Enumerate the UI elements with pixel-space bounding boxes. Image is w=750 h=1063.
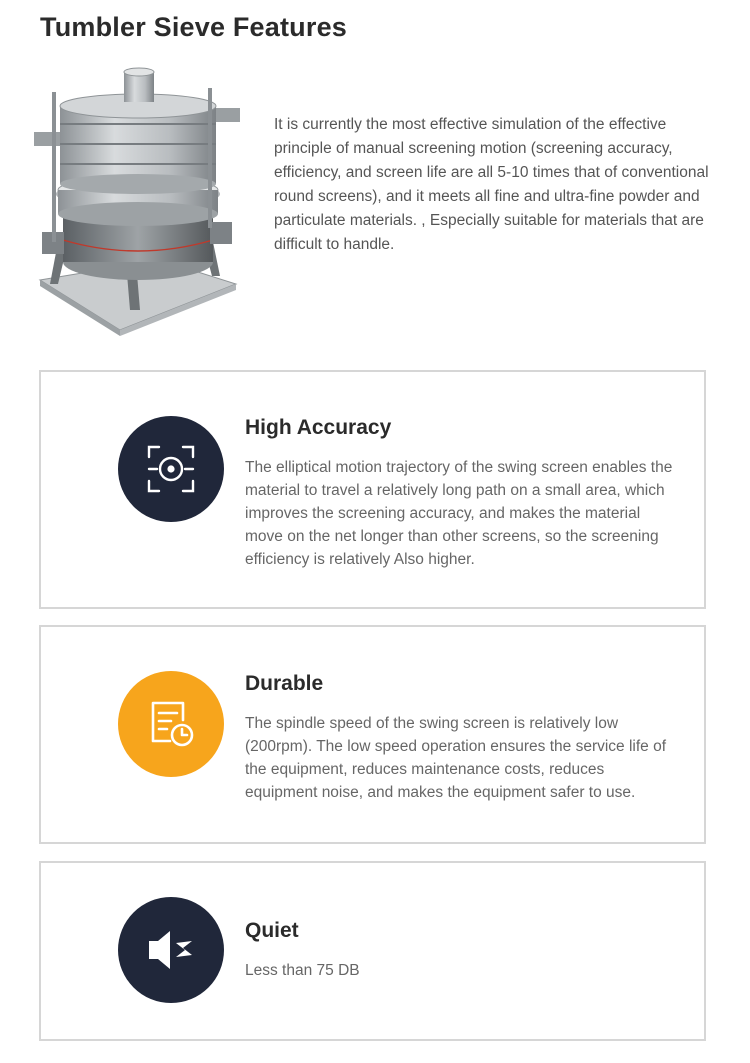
feature-badge	[118, 897, 224, 1003]
feature-title: Durable	[245, 672, 324, 695]
intro-paragraph: It is currently the most effective simulation of the effective principle of manual screening motion (screening accuracy, efficiency, and screen life are all 5-10 times that of conventional round screens), and it meets all fine and ultra-fine powder and particulate materials. , Especially suitable for materials that are difficult to handle.	[274, 116, 709, 253]
feature-card-quiet	[39, 861, 706, 1041]
feature-badge	[118, 416, 224, 522]
target-focus-icon	[146, 444, 196, 494]
feature-description: The elliptical motion trajectory of the swing screen enables the material to travel a relatively long path on a small area, which improves the screening accuracy, and makes the material move on the net longer than other screens, so the screening efficiency is relatively Also higher.	[245, 459, 673, 568]
tumbler-sieve-machine-image	[28, 62, 250, 340]
feature-card-durable	[39, 625, 706, 844]
feature-badge	[118, 671, 224, 777]
feature-title: High Accuracy	[245, 416, 392, 439]
page-title: Tumbler Sieve Features	[40, 12, 348, 42]
feature-card-high-accuracy	[39, 370, 706, 609]
speaker-low-sound-icon	[145, 924, 197, 976]
feature-title: Quiet	[245, 919, 299, 942]
feature-description: Less than 75 DB	[245, 962, 360, 979]
feature-description: The spindle speed of the swing screen is relatively low (200rpm). The low speed operation ensures the service life of the equipment, reduces maintenance costs, reduces equipment noise, and makes the equipment safer to use.	[245, 715, 667, 801]
document-clock-icon	[145, 698, 197, 750]
